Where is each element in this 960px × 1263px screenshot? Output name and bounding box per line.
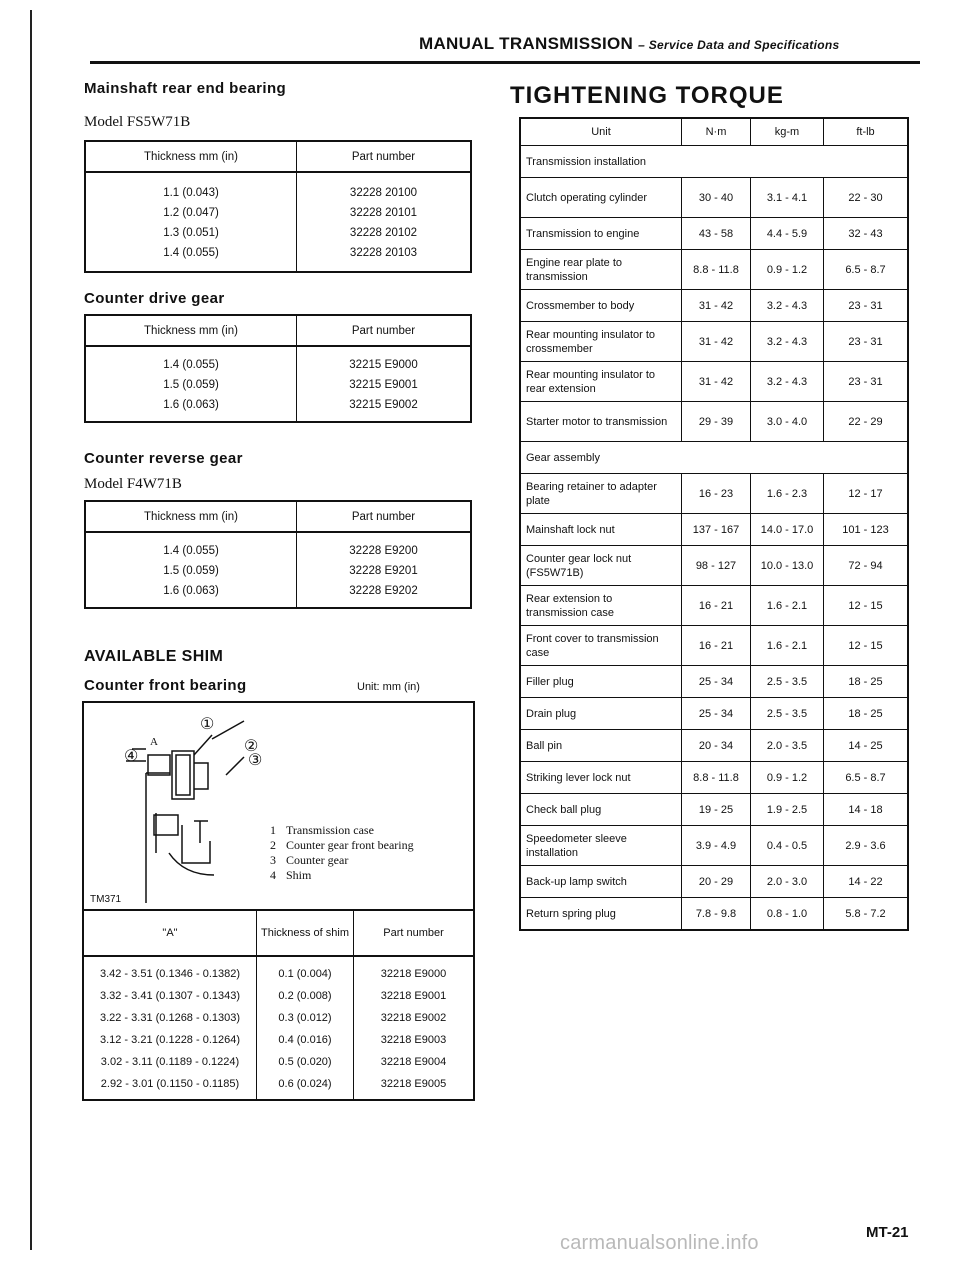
torque-nm: 16 - 21	[682, 586, 751, 626]
torque-kgm: 3.1 - 4.1	[751, 178, 824, 218]
torque-table	[519, 117, 909, 931]
thickness-value: 1.3 (0.051)	[163, 227, 219, 239]
part-value: 32228 20101	[349, 207, 418, 219]
torque-item: Transmission to engine	[520, 218, 682, 250]
bearing-diagram	[82, 701, 475, 911]
thickness-cell	[85, 172, 297, 272]
legend-text: Counter gear	[286, 853, 349, 867]
torque-row	[520, 218, 908, 250]
thickness-value: 1.4 (0.055)	[163, 545, 219, 557]
torque-item: Ball pin	[520, 730, 682, 762]
torque-kgm: 1.6 - 2.3	[751, 474, 824, 514]
thickness-value: 1.2 (0.047)	[163, 207, 219, 219]
torque-row	[520, 402, 908, 442]
torque-ftlb: 72 - 94	[824, 546, 909, 586]
thickness-value: 1.1 (0.043)	[163, 187, 219, 199]
torque-ftlb: 22 - 30	[824, 178, 909, 218]
legend-text: Shim	[286, 868, 312, 882]
legend-number: 4	[270, 868, 276, 882]
torque-row	[520, 290, 908, 322]
diagram-legend	[270, 823, 414, 883]
counter-drive-table	[84, 314, 472, 423]
torque-nm: 25 - 34	[682, 698, 751, 730]
torque-ftlb: 14 - 18	[824, 794, 909, 826]
shim-part-value: 32218 E9002	[380, 1012, 447, 1024]
torque-row	[520, 794, 908, 826]
part-value: 32228 E9200	[349, 545, 418, 557]
part-cell	[297, 346, 472, 422]
legend-item	[270, 823, 414, 838]
col-part-number: Part number	[297, 501, 472, 532]
header-rule	[90, 61, 920, 64]
part-value: 32228 E9202	[349, 585, 418, 597]
part-value: 32215 E9002	[349, 399, 418, 411]
torque-nm: 25 - 34	[682, 666, 751, 698]
part-cell	[297, 172, 472, 272]
torque-ftlb: 23 - 31	[824, 322, 909, 362]
legend-item	[270, 868, 414, 883]
torque-ftlb: 14 - 25	[824, 730, 909, 762]
legend-text: Counter gear front bearing	[286, 838, 414, 852]
torque-nm: 19 - 25	[682, 794, 751, 826]
torque-row	[520, 474, 908, 514]
counter-reverse-table	[84, 500, 472, 609]
callout-a: A	[150, 736, 158, 748]
thickness-value: 1.6 (0.063)	[163, 585, 219, 597]
col-kgm: kg-m	[751, 118, 824, 146]
torque-ftlb: 14 - 22	[824, 866, 909, 898]
part-cell	[297, 532, 472, 608]
torque-ftlb: 18 - 25	[824, 698, 909, 730]
a-value: 3.02 - 3.11 (0.1189 - 0.1224)	[100, 1056, 240, 1068]
torque-ftlb: 101 - 123	[824, 514, 909, 546]
torque-kgm: 0.9 - 1.2	[751, 762, 824, 794]
shim-part-cell	[354, 956, 475, 1100]
torque-nm: 8.8 - 11.8	[682, 250, 751, 290]
legend-item	[270, 853, 414, 868]
torque-kgm: 2.5 - 3.5	[751, 698, 824, 730]
thickness-cell	[85, 532, 297, 608]
torque-kgm: 2.0 - 3.0	[751, 866, 824, 898]
group-label: Gear assembly	[520, 442, 908, 474]
torque-nm: 16 - 23	[682, 474, 751, 514]
mainshaft-model: Model FS5W71B	[84, 114, 191, 130]
torque-kgm: 2.5 - 3.5	[751, 666, 824, 698]
shim-part-value: 32218 E9003	[380, 1034, 447, 1046]
thickness-value: 1.4 (0.055)	[163, 247, 219, 259]
torque-ftlb: 5.8 - 7.2	[824, 898, 909, 931]
torque-row	[520, 514, 908, 546]
torque-row	[520, 698, 908, 730]
torque-nm: 20 - 29	[682, 866, 751, 898]
torque-row	[520, 178, 908, 218]
torque-kgm: 2.0 - 3.5	[751, 730, 824, 762]
shim-thickness-value: 0.1 (0.004)	[278, 968, 332, 980]
col-thickness: Thickness mm (in)	[85, 501, 297, 532]
torque-row	[520, 250, 908, 290]
torque-ftlb: 23 - 31	[824, 362, 909, 402]
torque-kgm: 0.4 - 0.5	[751, 826, 824, 866]
counter-drive-heading: Counter drive gear	[84, 290, 225, 307]
torque-row	[520, 762, 908, 794]
torque-row	[520, 626, 908, 666]
shim-heading: AVAILABLE SHIM	[84, 648, 224, 665]
torque-item: Front cover to transmission case	[520, 626, 682, 666]
torque-item: Starter motor to transmission	[520, 402, 682, 442]
torque-item: Filler plug	[520, 666, 682, 698]
torque-row	[520, 546, 908, 586]
torque-kgm: 1.6 - 2.1	[751, 586, 824, 626]
callout-2: ②	[244, 738, 259, 755]
page-number: MT-21	[866, 1224, 909, 1241]
torque-ftlb: 23 - 31	[824, 290, 909, 322]
legend-item	[270, 838, 414, 853]
torque-item: Rear mounting insulator to rear extension	[520, 362, 682, 402]
torque-ftlb: 6.5 - 8.7	[824, 250, 909, 290]
a-value: 2.92 - 3.01 (0.1150 - 0.1185)	[100, 1078, 240, 1090]
legend-number: 2	[270, 838, 276, 852]
counter-reverse-model: Model F4W71B	[84, 476, 182, 492]
col-thickness: Thickness mm (in)	[85, 141, 297, 172]
torque-nm: 3.9 - 4.9	[682, 826, 751, 866]
torque-kgm: 10.0 - 13.0	[751, 546, 824, 586]
header-title: MANUAL TRANSMISSION	[419, 34, 634, 53]
thickness-value: 1.4 (0.055)	[163, 359, 219, 371]
thickness-value: 1.5 (0.059)	[163, 565, 219, 577]
header-subtitle: – Service Data and Specifications	[638, 38, 840, 52]
torque-ftlb: 18 - 25	[824, 666, 909, 698]
callout-4: ④	[124, 748, 139, 765]
torque-row	[520, 322, 908, 362]
col-part-number: Part number	[297, 141, 472, 172]
diagram-code: TM371	[90, 894, 122, 905]
torque-item: Check ball plug	[520, 794, 682, 826]
torque-item: Mainshaft lock nut	[520, 514, 682, 546]
torque-nm: 29 - 39	[682, 402, 751, 442]
torque-ftlb: 2.9 - 3.6	[824, 826, 909, 866]
torque-kgm: 3.2 - 4.3	[751, 322, 824, 362]
page-header	[419, 34, 919, 54]
a-values-cell	[83, 956, 257, 1100]
torque-nm: 8.8 - 11.8	[682, 762, 751, 794]
callout-3: ③	[248, 752, 263, 769]
shim-part-value: 32218 E9005	[380, 1078, 447, 1090]
torque-nm: 20 - 34	[682, 730, 751, 762]
torque-nm: 16 - 21	[682, 626, 751, 666]
col-part-number: Part number	[354, 910, 475, 956]
torque-row	[520, 362, 908, 402]
legend-number: 3	[270, 853, 276, 867]
shim-thickness-value: 0.4 (0.016)	[278, 1034, 332, 1046]
a-value: 3.42 - 3.51 (0.1346 - 0.1382)	[99, 968, 241, 980]
torque-nm: 30 - 40	[682, 178, 751, 218]
legend-text: Transmission case	[286, 823, 374, 837]
shim-thickness-value: 0.2 (0.008)	[278, 990, 332, 1002]
legend-number: 1	[270, 823, 276, 837]
torque-row	[520, 826, 908, 866]
callout-1: ①	[200, 716, 215, 733]
torque-kgm: 0.8 - 1.0	[751, 898, 824, 931]
part-value: 32228 20102	[349, 227, 418, 239]
page-edge-line	[30, 10, 32, 1250]
torque-row	[520, 586, 908, 626]
part-value: 32228 E9201	[349, 565, 418, 577]
torque-ftlb: 32 - 43	[824, 218, 909, 250]
torque-nm: 43 - 58	[682, 218, 751, 250]
torque-item: Return spring plug	[520, 898, 682, 931]
torque-kgm: 1.9 - 2.5	[751, 794, 824, 826]
torque-row	[520, 730, 908, 762]
torque-item: Rear extension to transmission case	[520, 586, 682, 626]
torque-nm: 98 - 127	[682, 546, 751, 586]
part-value: 32215 E9001	[349, 379, 418, 391]
torque-ftlb: 6.5 - 8.7	[824, 762, 909, 794]
col-unit: Unit	[520, 118, 682, 146]
torque-item: Drain plug	[520, 698, 682, 730]
shim-thickness-value: 0.5 (0.020)	[278, 1056, 332, 1068]
torque-item: Counter gear lock nut (FS5W71B)	[520, 546, 682, 586]
a-value: 3.12 - 3.21 (0.1228 - 0.1264)	[99, 1034, 241, 1046]
torque-kgm: 0.9 - 1.2	[751, 250, 824, 290]
torque-item: Back-up lamp switch	[520, 866, 682, 898]
col-nm: N·m	[682, 118, 751, 146]
torque-heading: TIGHTENING TORQUE	[510, 82, 784, 109]
part-value: 32228 20103	[349, 247, 418, 259]
torque-kgm: 3.2 - 4.3	[751, 362, 824, 402]
watermark: carmanualsonline.info	[560, 1232, 759, 1254]
torque-item: Clutch operating cylinder	[520, 178, 682, 218]
shim-thickness-value: 0.6 (0.024)	[278, 1078, 332, 1090]
torque-item: Bearing retainer to adapter plate	[520, 474, 682, 514]
torque-nm: 137 - 167	[682, 514, 751, 546]
torque-row	[520, 866, 908, 898]
torque-kgm: 14.0 - 17.0	[751, 514, 824, 546]
torque-kgm: 4.4 - 5.9	[751, 218, 824, 250]
shim-part-value: 32218 E9004	[380, 1056, 447, 1068]
torque-ftlb: 12 - 15	[824, 586, 909, 626]
torque-item: Engine rear plate to transmission	[520, 250, 682, 290]
torque-ftlb: 12 - 15	[824, 626, 909, 666]
shim-thickness-value: 0.3 (0.012)	[278, 1012, 332, 1024]
torque-item: Striking lever lock nut	[520, 762, 682, 794]
part-value: 32215 E9000	[349, 359, 418, 371]
shim-unit: Unit: mm (in)	[357, 681, 420, 693]
torque-nm: 31 - 42	[682, 322, 751, 362]
group-row-gear-assembly	[520, 442, 908, 474]
col-thickness: Thickness mm (in)	[85, 315, 297, 346]
shim-part-value: 32218 E9001	[380, 990, 447, 1002]
col-shim-thickness: Thickness of shim	[257, 910, 354, 956]
torque-nm: 7.8 - 9.8	[682, 898, 751, 931]
mainshaft-table	[84, 140, 472, 273]
shim-part-value: 32218 E9000	[380, 968, 447, 980]
torque-ftlb: 22 - 29	[824, 402, 909, 442]
torque-row	[520, 666, 908, 698]
a-value: 3.22 - 3.31 (0.1268 - 0.1303)	[99, 1012, 241, 1024]
torque-nm: 31 - 42	[682, 290, 751, 322]
thickness-value: 1.5 (0.059)	[163, 379, 219, 391]
part-value: 32228 20100	[349, 187, 418, 199]
torque-row	[520, 898, 908, 931]
torque-kgm: 3.0 - 4.0	[751, 402, 824, 442]
torque-kgm: 3.2 - 4.3	[751, 290, 824, 322]
torque-nm: 31 - 42	[682, 362, 751, 402]
torque-item: Crossmember to body	[520, 290, 682, 322]
col-a: "A"	[83, 910, 257, 956]
torque-item: Rear mounting insulator to crossmember	[520, 322, 682, 362]
group-row-installation	[520, 146, 908, 178]
group-label: Transmission installation	[520, 146, 908, 178]
thickness-value: 1.6 (0.063)	[163, 399, 219, 411]
shim-table	[82, 909, 475, 1101]
thickness-cell	[85, 346, 297, 422]
a-value: 3.32 - 3.41 (0.1307 - 0.1343)	[99, 990, 241, 1002]
torque-ftlb: 12 - 17	[824, 474, 909, 514]
torque-item: Speedometer sleeve installation	[520, 826, 682, 866]
col-part-number: Part number	[297, 315, 472, 346]
shim-thickness-cell	[257, 956, 354, 1100]
shim-subheading: Counter front bearing	[84, 677, 247, 694]
torque-kgm: 1.6 - 2.1	[751, 626, 824, 666]
col-ftlb: ft-lb	[824, 118, 909, 146]
counter-reverse-heading: Counter reverse gear	[84, 450, 243, 467]
mainshaft-heading: Mainshaft rear end bearing	[84, 80, 287, 97]
torque-header-row	[520, 118, 908, 146]
